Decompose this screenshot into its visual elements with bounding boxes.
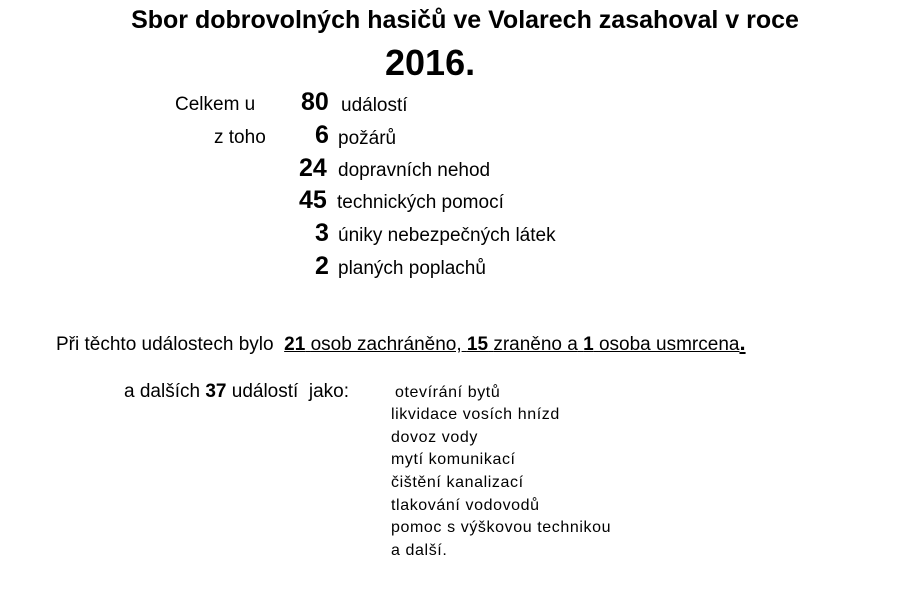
total-number: 80 bbox=[301, 88, 329, 116]
summary-details bbox=[284, 334, 739, 355]
other-events-intro bbox=[124, 381, 349, 403]
injured-number: 15 bbox=[466, 334, 489, 355]
task-item: pomoc s výškovou technikou bbox=[391, 519, 612, 536]
task-item: a další. bbox=[391, 542, 448, 559]
total-label: Celkem u bbox=[175, 94, 256, 115]
title-line-1: Sbor dobrovolných hasičů ve Volarech zasahoval v roce bbox=[131, 6, 799, 34]
task-item: mytí komunikací bbox=[391, 451, 516, 468]
stat-text: úniky nebezpečných látek bbox=[338, 225, 556, 246]
task-item: otevírání bytů bbox=[395, 384, 501, 401]
injured-text: zraněno a bbox=[493, 334, 578, 355]
stat-text: technických pomocí bbox=[337, 192, 504, 213]
other-suffix: událostí jako: bbox=[231, 381, 349, 402]
title-year: 2016. bbox=[385, 42, 476, 83]
stat-number: 3 bbox=[315, 219, 329, 247]
task-item: tlakování vodovodů bbox=[391, 497, 540, 514]
summary-end: . bbox=[739, 330, 746, 355]
killed-number: 1 bbox=[583, 334, 594, 355]
saved-text: osob zachráněno, bbox=[310, 334, 462, 355]
stat-number: 2 bbox=[315, 252, 329, 280]
saved-number: 21 bbox=[284, 334, 306, 355]
stat-number: 45 bbox=[299, 186, 327, 214]
task-item: likvidace vosích hnízd bbox=[391, 406, 560, 423]
stat-text: planých poplachů bbox=[338, 258, 486, 279]
stat-text: dopravních nehod bbox=[338, 160, 491, 181]
killed-text: osoba usmrcena bbox=[598, 334, 740, 355]
stat-text: požárů bbox=[338, 128, 397, 149]
total-text: událostí bbox=[341, 95, 408, 116]
summary-prefix: Při těchto událostech bylo bbox=[56, 334, 274, 355]
other-prefix: a dalších bbox=[124, 381, 201, 402]
task-item: dovoz vody bbox=[391, 429, 478, 446]
casualties-summary bbox=[56, 330, 746, 356]
stat-number: 6 bbox=[315, 121, 329, 149]
of-which-label: z toho bbox=[214, 127, 266, 148]
other-number: 37 bbox=[205, 381, 227, 402]
stat-number: 24 bbox=[299, 154, 327, 182]
task-item: čištění kanalizací bbox=[391, 474, 524, 491]
